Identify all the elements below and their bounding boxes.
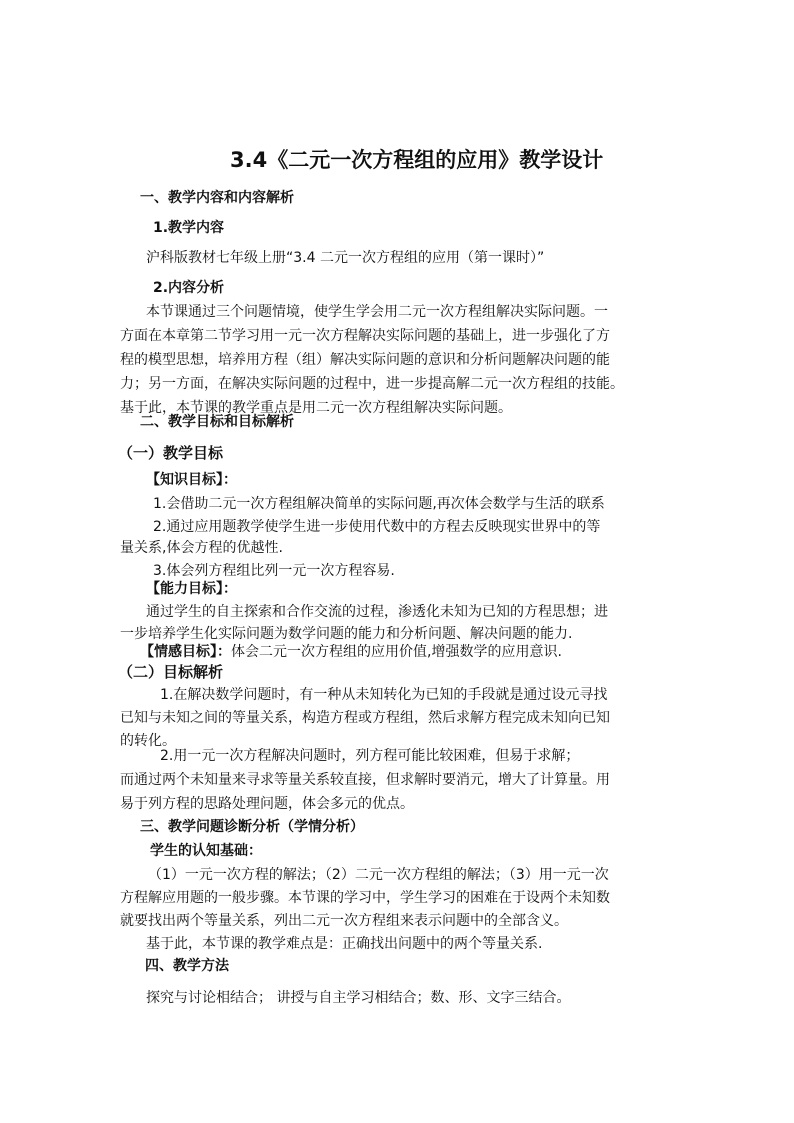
knowledge-goal-2a: 2.通过应用题教学使学生进一步使用代数中的方程去反映现实世界中的等 xyxy=(153,519,601,535)
analysis-line-2: 方面在本章第二节学习用一元一次方程解决实际问题的基础上，进一步强化了方 xyxy=(120,328,610,344)
section-heading-diagnosis: 三、教学问题诊断分析（学情分析） xyxy=(140,819,364,835)
ability-goal-line-2: 一步培养学生化实际问题为数学问题的能力和分析问题、解决问题的能力. xyxy=(120,626,573,642)
section-heading-goals: 二、教学目标和目标解析 xyxy=(140,414,294,430)
subheading-content-analysis: 2.内容分析 xyxy=(153,280,225,296)
goal-analysis-2-line-2: 而通过两个未知量来寻求等量关系较直接，但求解时要消元，增大了计算量。用 xyxy=(120,772,610,788)
emotion-goal-line xyxy=(140,642,562,662)
diagnosis-line-3: 就要找出两个等量关系，列出二元一次方程组来表示问题中的全部含义。 xyxy=(120,913,568,929)
knowledge-goal-label: 【知识目标】： xyxy=(146,472,237,488)
diagnosis-line-1: （1）一元一次方程的解法；（2）二元一次方程组的解法；（3）用一元一次 xyxy=(148,867,609,883)
ability-goal-line-1: 通过学生的自主探索和合作交流的过程，渗透化未知为已知的方程思想；进 xyxy=(146,604,608,620)
emotion-goal-text: 体会二元一次方程组的应用价值,增强数学的应用意识. xyxy=(231,644,562,660)
subheading-teaching-goals: （一）教学目标 xyxy=(118,444,224,462)
subheading-teaching-content: 1.教学内容 xyxy=(153,220,225,236)
goal-analysis-1-line-3: 的转化。 xyxy=(120,733,176,749)
goal-analysis-2-line-3: 易于列方程的思路处理问题，体会多元的优点。 xyxy=(120,796,414,812)
knowledge-goal-3: 3.体会列方程组比列一元一次方程容易. xyxy=(153,563,395,579)
ability-goal-label: 【能力目标】： xyxy=(146,581,237,597)
section-heading-methods: 四、教学方法 xyxy=(145,958,229,974)
analysis-line-5: 基于此，本节课的教学重点是用二元一次方程组解决实际问题。 xyxy=(120,400,512,416)
emotion-goal-label: 【情感目标】： xyxy=(140,644,231,660)
goal-analysis-1-line-2: 已知与未知之间的等量关系，构造方程或方程组，然后求解方程完成未知向已知 xyxy=(120,710,610,726)
analysis-line-3: 程的模型思想，培养用方程（组）解决实际问题的意识和分析问题解决问题的能 xyxy=(120,352,610,368)
document-title: 3.4《二元一次方程组的应用》教学设计 xyxy=(230,148,604,172)
analysis-line-1: 本节课通过三个问题情境，使学生学会用二元一次方程组解决实际问题。一 xyxy=(146,304,608,320)
diagnosis-line-2: 方程解应用题的一般步骤。本节课的学习中，学生学习的困难在于设两个未知数 xyxy=(120,890,610,906)
teaching-difficulty: 基于此，本节课的教学难点是：正确找出问题中的两个等量关系. xyxy=(146,936,543,952)
section-heading-content: 一、教学内容和内容解析 xyxy=(140,190,294,206)
teaching-content-text: 沪科版教材七年级上册“3.4 二元一次方程组的应用（第一课时）” xyxy=(146,250,545,266)
subheading-goal-analysis: （二）目标解析 xyxy=(118,663,224,681)
cognitive-basis-label: 学生的认知基础： xyxy=(150,843,262,859)
knowledge-goal-2b: 量关系,体会方程的优越性. xyxy=(120,540,283,556)
goal-analysis-1-line-1: 1.在解决数学问题时，有一种从未知转化为已知的手段就是通过设元寻找 xyxy=(160,687,608,703)
knowledge-goal-1: 1.会借助二元一次方程组解决简单的实际问题,再次体会数学与生活的联系 xyxy=(153,496,605,512)
methods-text: 探究与讨论相结合； 讲授与自主学习相结合；数、形、文字三结合。 xyxy=(146,990,571,1006)
analysis-line-4: 力；另一方面，在解决实际问题的过程中，进一步提高解二元一次方程组的技能。 xyxy=(120,376,624,392)
goal-analysis-2-line-1: 2.用一元一次方程解决问题时，列方程可能比较困难，但易于求解； xyxy=(160,748,580,764)
